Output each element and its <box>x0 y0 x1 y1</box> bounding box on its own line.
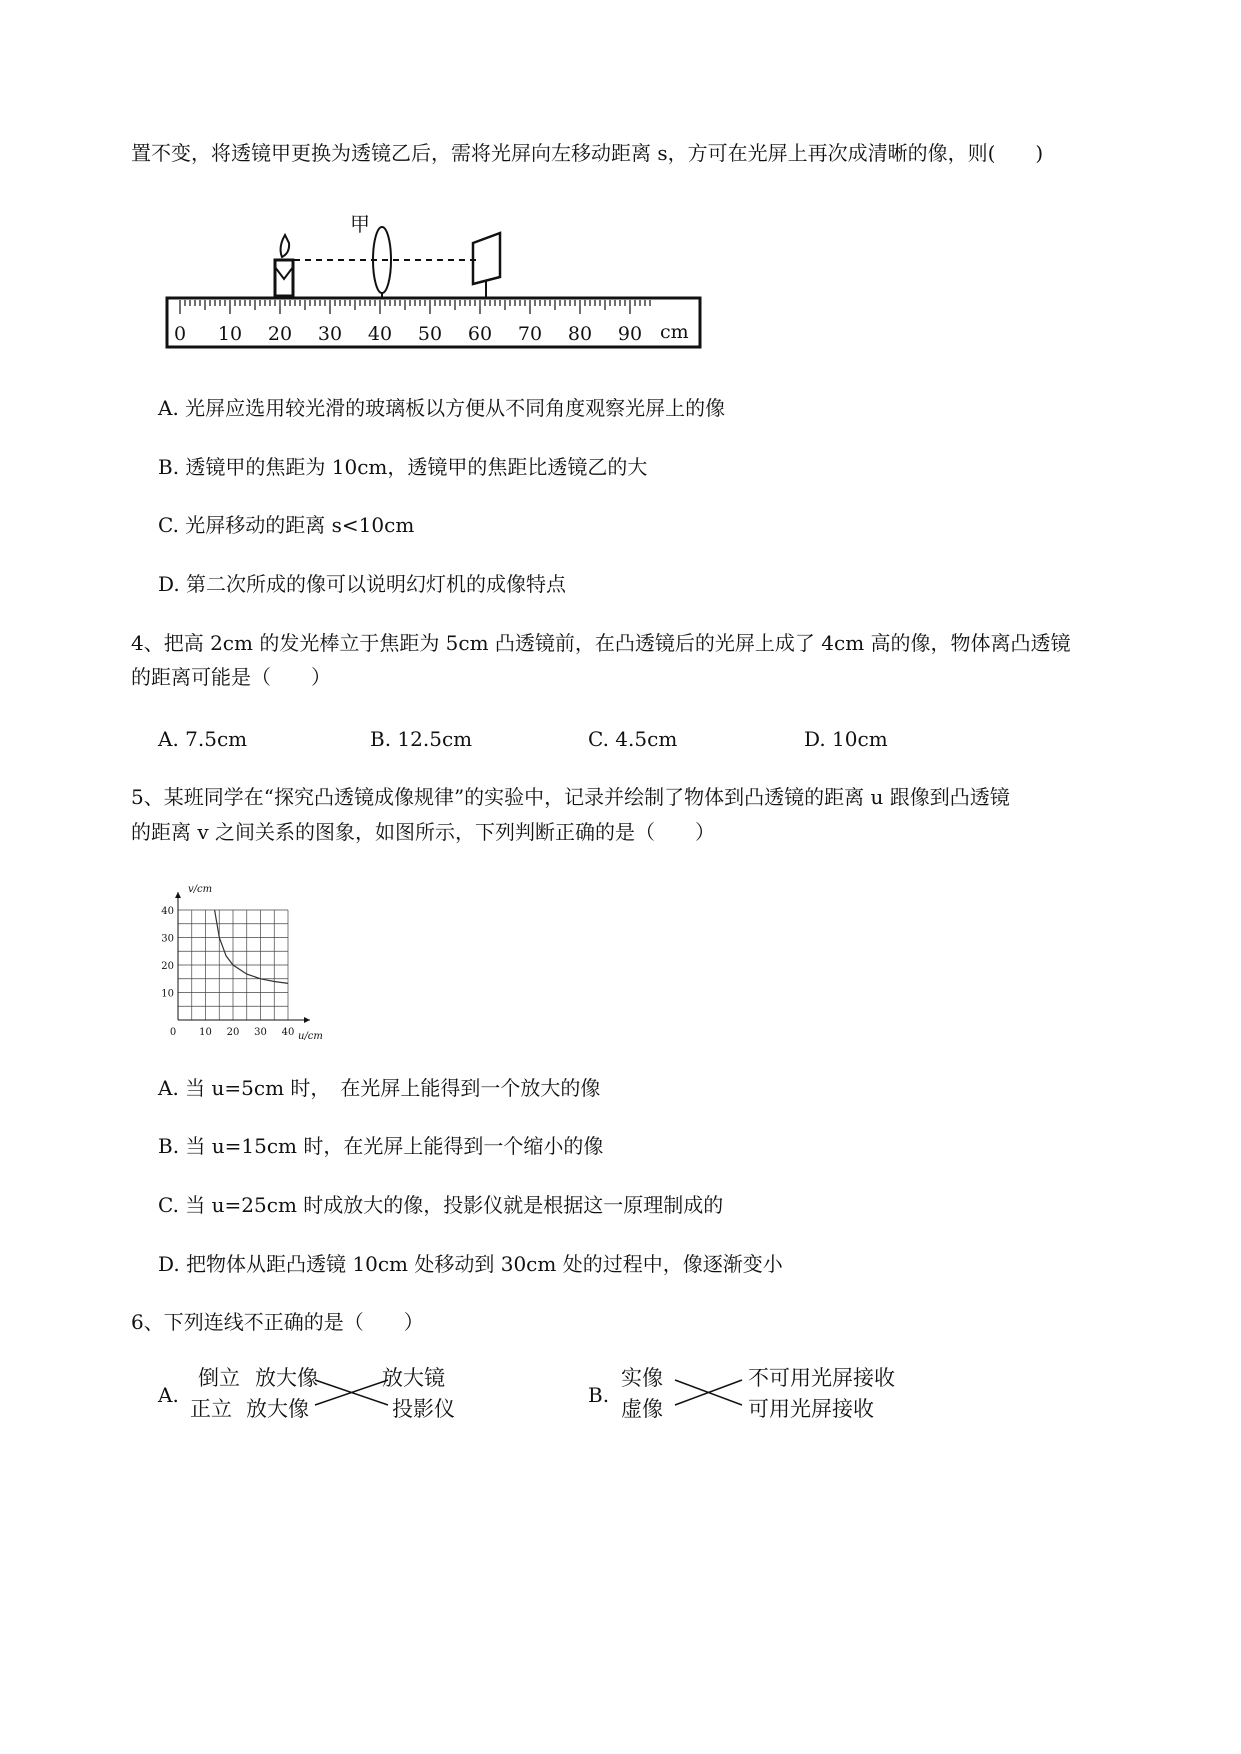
q5-stem-line1: 5、某班同学在“探究凸透镜成像规律”的实验中，记录并绘制了物体到凸透镜的距离 u 跟像到凸透镜 <box>131 785 1010 809</box>
q6-b-cross-lines <box>670 1372 750 1412</box>
y-tick-label: 20 <box>161 961 174 972</box>
ruler-tick-label: 70 <box>517 323 543 345</box>
ruler-tick-label: 10 <box>217 323 243 345</box>
q6-a-left-1: 倒立 <box>198 1366 240 1390</box>
q3-option-a: A. 光屏应选用较光滑的玻璃板以方便从不同角度观察光屏上的像 <box>158 396 726 420</box>
ruler-tick-label: 0 <box>173 323 187 345</box>
y-axis-arrow-icon <box>175 892 181 898</box>
q4-option-d: D. 10cm <box>804 727 888 751</box>
screen-icon <box>473 233 500 298</box>
q6-a-right-2: 投影仪 <box>392 1397 455 1421</box>
q3-option-b: B. 透镜甲的焦距为 10cm，透镜甲的焦距比透镜乙的大 <box>158 455 648 479</box>
x-tick-label: 10 <box>199 1027 212 1038</box>
ruler-tick-label: 40 <box>367 323 393 345</box>
q6-a-cross-lines <box>310 1372 400 1412</box>
q3-option-d: D. 第二次所成的像可以说明幻灯机的成像特点 <box>158 572 567 596</box>
chart-xlabel: u/cm <box>298 1031 323 1042</box>
q5-option-d: D. 把物体从距凸透镜 10cm 处移动到 30cm 处的过程中，像逐渐变小 <box>158 1252 783 1276</box>
chart-series-curve <box>215 910 288 983</box>
q6-b-left-1: 实像 <box>621 1366 663 1390</box>
q3-option-c: C. 光屏移动的距离 s<10cm <box>158 513 415 537</box>
q6-b-right-1: 不可用光屏接收 <box>748 1366 895 1390</box>
ruler-tick-label: 30 <box>317 323 343 345</box>
x-axis-arrow-icon <box>304 1017 310 1023</box>
ruler-ticks <box>180 300 650 314</box>
q3-stem: 置不变，将透镜甲更换为透镜乙后，需将光屏向左移动距离 s，方可在光屏上再次成清晰的像，则( ) <box>131 141 1044 165</box>
q6-a-left-2: 正立 <box>190 1397 232 1421</box>
q5-option-a: A. 当 u=5cm 时， 在光屏上能得到一个放大的像 <box>158 1076 601 1100</box>
y-tick-label: 40 <box>161 906 174 917</box>
q4-option-c: C. 4.5cm <box>588 727 678 751</box>
y-tick-label: 10 <box>161 988 174 1000</box>
ruler-tick-label: 50 <box>417 323 443 345</box>
q4-option-b: B. 12.5cm <box>370 727 473 751</box>
ruler-labels <box>174 323 642 345</box>
ruler-unit: cm <box>660 321 689 343</box>
x-tick-label: 20 <box>226 1027 240 1038</box>
chart-ylabel: v/cm <box>188 884 213 895</box>
x-tick-label: 30 <box>254 1027 267 1038</box>
lens-label: 甲 <box>350 212 370 236</box>
q5-option-c: C. 当 u=25cm 时成放大的像，投影仪就是根据这一原理制成的 <box>158 1193 724 1217</box>
q6-a-right-1: 放大镜 <box>382 1366 445 1390</box>
q6-stem: 6、下列连线不正确的是（ ） <box>131 1310 424 1334</box>
ruler-tick-label: 60 <box>467 323 493 345</box>
x-tick-label: 40 <box>281 1027 295 1038</box>
q6-b-left-2: 虚像 <box>621 1397 663 1421</box>
q6-a-mid-2: 放大像 <box>246 1397 309 1421</box>
q6-a-label: A. <box>158 1383 179 1407</box>
candle-icon <box>275 235 293 296</box>
q6-a-mid-1: 放大像 <box>255 1366 318 1390</box>
q4-option-a: A. 7.5cm <box>158 727 248 751</box>
q5-stem-line2: 的距离 v 之间关系的图象，如图所示，下列判断正确的是（ ） <box>131 820 716 844</box>
y-tick-label: 30 <box>161 933 174 945</box>
optical-bench-figure <box>160 205 720 355</box>
q6-b-label: B. <box>588 1383 610 1407</box>
q6-b-right-2: 可用光屏接收 <box>748 1397 874 1421</box>
chart-axes <box>175 892 310 1023</box>
q4-stem-line1: 4、把高 2cm 的发光棒立于焦距为 5cm 凸透镜前，在凸透镜后的光屏上成了 4cm 高的像，物体离凸透镜 <box>131 631 1071 655</box>
q5-option-b: B. 当 u=15cm 时，在光屏上能得到一个缩小的像 <box>158 1134 604 1158</box>
ruler-tick-label: 90 <box>617 323 643 345</box>
x-tick-label: 0 <box>169 1027 177 1038</box>
q4-stem-line2: 的距离可能是（ ） <box>131 665 331 689</box>
ruler-tick-label: 20 <box>267 323 293 345</box>
ruler-tick-label: 80 <box>567 323 593 345</box>
uv-chart <box>150 880 340 1045</box>
